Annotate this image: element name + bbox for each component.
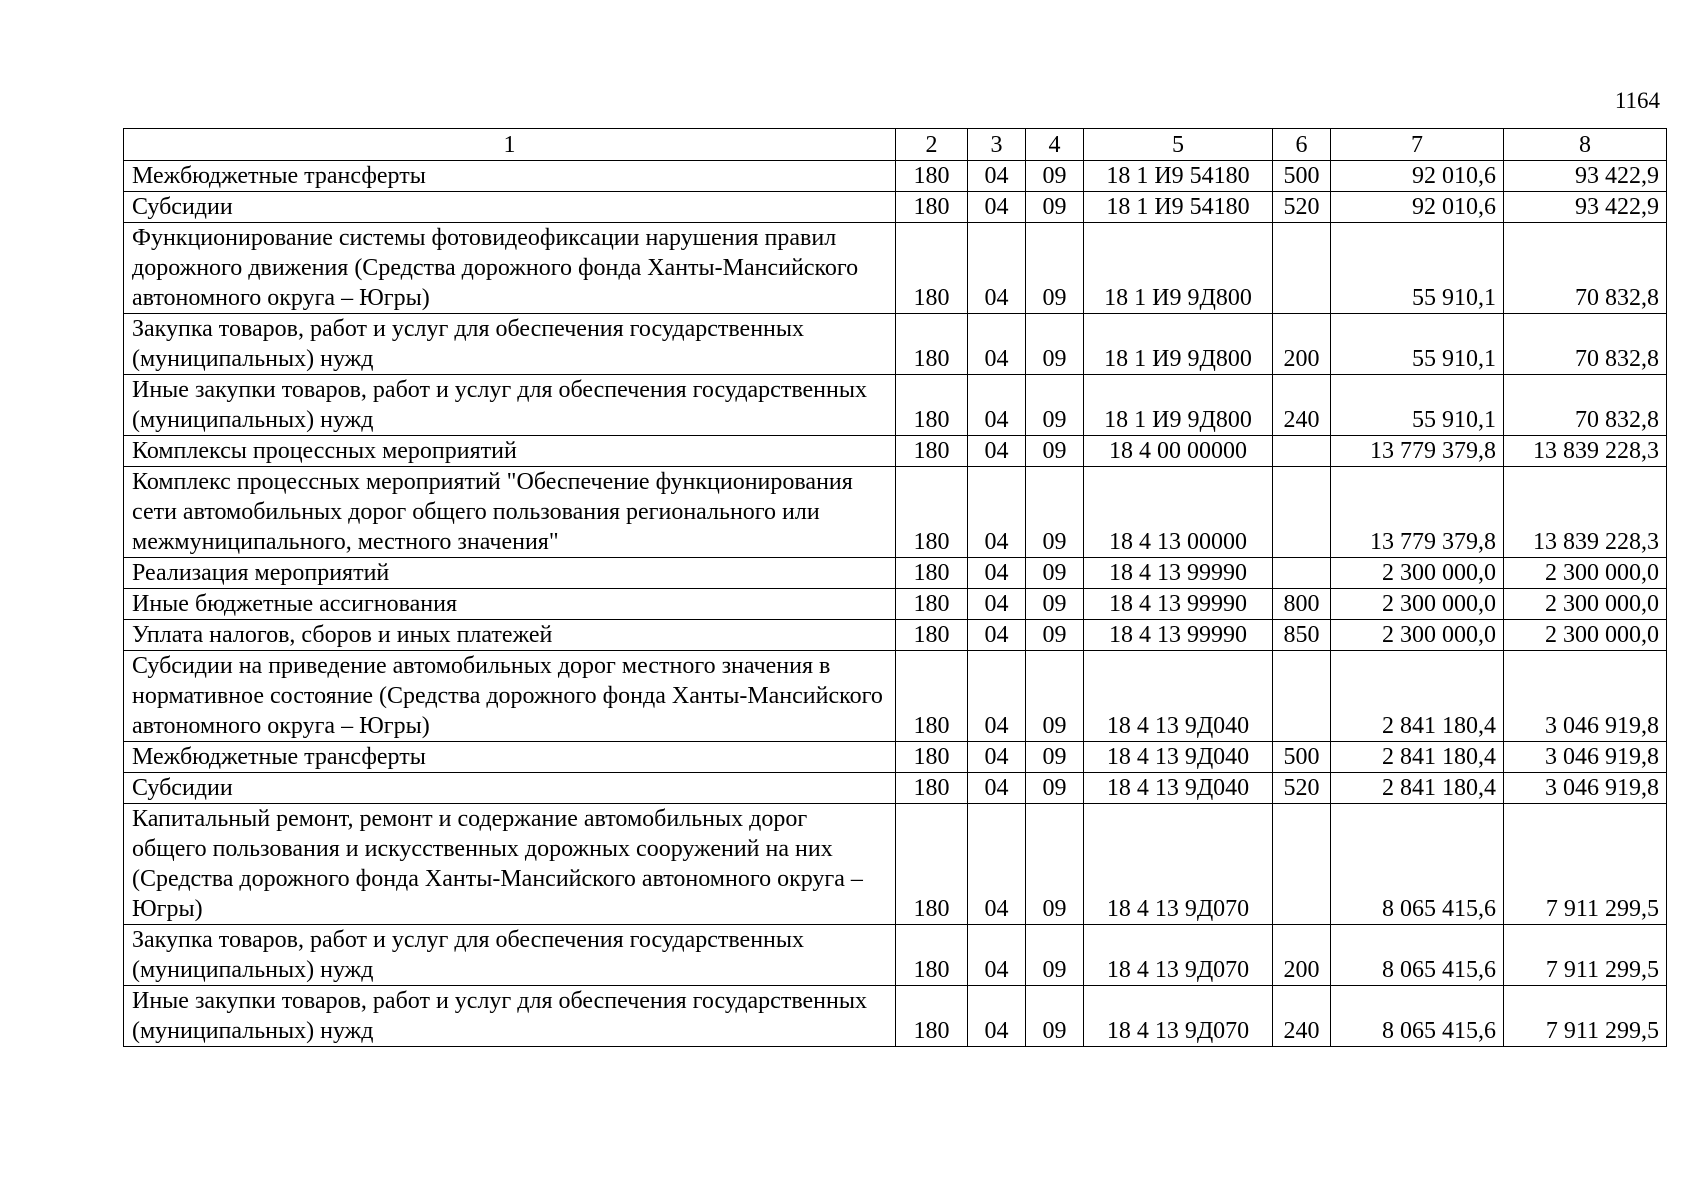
cell-target-article: 18 4 13 00000 <box>1084 467 1273 558</box>
cell-subsection: 09 <box>1026 223 1084 314</box>
cell-amount-year-2: 3 046 919,8 <box>1504 773 1667 804</box>
table-row <box>124 589 1667 620</box>
table-body <box>124 161 1667 1047</box>
row-name: Уплата налогов, сборов и иных платежей <box>124 620 896 651</box>
cell-target-article: 18 4 13 9Д040 <box>1084 651 1273 742</box>
cell-amount-year-2: 3 046 919,8 <box>1504 742 1667 773</box>
header-col-6: 6 <box>1273 129 1331 161</box>
cell-target-article: 18 4 13 99990 <box>1084 620 1273 651</box>
row-name: Иные закупки товаров, работ и услуг для обеспечения государственных (муниципальных) нужд <box>124 986 896 1047</box>
cell-expense-type <box>1273 467 1331 558</box>
cell-target-article: 18 4 13 9Д070 <box>1084 804 1273 925</box>
cell-subsection: 09 <box>1026 651 1084 742</box>
cell-expense-type <box>1273 804 1331 925</box>
cell-expense-type: 200 <box>1273 314 1331 375</box>
cell-target-article: 18 4 13 9Д040 <box>1084 742 1273 773</box>
cell-amount-year-2: 2 300 000,0 <box>1504 620 1667 651</box>
cell-amount-year-1: 8 065 415,6 <box>1331 986 1504 1047</box>
table-row <box>124 620 1667 651</box>
table-row <box>124 467 1667 558</box>
cell-ministry: 180 <box>896 223 968 314</box>
cell-expense-type: 200 <box>1273 925 1331 986</box>
row-name: Субсидии <box>124 192 896 223</box>
row-name: Реализация мероприятий <box>124 558 896 589</box>
row-name: Закупка товаров, работ и услуг для обеспечения государственных (муниципальных) нужд <box>124 925 896 986</box>
cell-expense-type <box>1273 558 1331 589</box>
table-row <box>124 161 1667 192</box>
cell-subsection: 09 <box>1026 589 1084 620</box>
cell-ministry: 180 <box>896 558 968 589</box>
cell-expense-type: 500 <box>1273 742 1331 773</box>
cell-amount-year-1: 55 910,1 <box>1331 375 1504 436</box>
cell-amount-year-2: 7 911 299,5 <box>1504 986 1667 1047</box>
cell-amount-year-2: 70 832,8 <box>1504 375 1667 436</box>
cell-subsection: 09 <box>1026 620 1084 651</box>
cell-section: 04 <box>968 620 1026 651</box>
cell-amount-year-2: 7 911 299,5 <box>1504 925 1667 986</box>
header-col-8: 8 <box>1504 129 1667 161</box>
cell-amount-year-1: 2 300 000,0 <box>1331 558 1504 589</box>
table-row <box>124 558 1667 589</box>
cell-ministry: 180 <box>896 314 968 375</box>
cell-expense-type: 850 <box>1273 620 1331 651</box>
table-row <box>124 436 1667 467</box>
table-row <box>124 314 1667 375</box>
row-name: Комплексы процессных мероприятий <box>124 436 896 467</box>
cell-ministry: 180 <box>896 161 968 192</box>
cell-section: 04 <box>968 223 1026 314</box>
table-row <box>124 773 1667 804</box>
cell-subsection: 09 <box>1026 375 1084 436</box>
cell-section: 04 <box>968 986 1026 1047</box>
cell-section: 04 <box>968 773 1026 804</box>
cell-amount-year-2: 13 839 228,3 <box>1504 436 1667 467</box>
cell-amount-year-1: 2 300 000,0 <box>1331 620 1504 651</box>
cell-subsection: 09 <box>1026 436 1084 467</box>
cell-ministry: 180 <box>896 804 968 925</box>
cell-subsection: 09 <box>1026 986 1084 1047</box>
cell-amount-year-2: 3 046 919,8 <box>1504 651 1667 742</box>
cell-ministry: 180 <box>896 651 968 742</box>
cell-ministry: 180 <box>896 620 968 651</box>
cell-amount-year-2: 13 839 228,3 <box>1504 467 1667 558</box>
cell-expense-type: 240 <box>1273 375 1331 436</box>
table-row <box>124 986 1667 1047</box>
header-col-5: 5 <box>1084 129 1273 161</box>
cell-amount-year-1: 13 779 379,8 <box>1331 436 1504 467</box>
cell-section: 04 <box>968 375 1026 436</box>
cell-amount-year-1: 2 300 000,0 <box>1331 589 1504 620</box>
cell-target-article: 18 4 13 9Д070 <box>1084 925 1273 986</box>
cell-amount-year-2: 70 832,8 <box>1504 314 1667 375</box>
cell-expense-type: 800 <box>1273 589 1331 620</box>
cell-subsection: 09 <box>1026 558 1084 589</box>
row-name: Закупка товаров, работ и услуг для обеспечения государственных (муниципальных) нужд <box>124 314 896 375</box>
cell-target-article: 18 4 13 9Д070 <box>1084 986 1273 1047</box>
header-col-2: 2 <box>896 129 968 161</box>
cell-ministry: 180 <box>896 467 968 558</box>
cell-expense-type: 240 <box>1273 986 1331 1047</box>
cell-ministry: 180 <box>896 742 968 773</box>
row-name: Функционирование системы фотовидеофиксации нарушения правил дорожного движения (Средства дорожного фонда Ханты-Мансийского автономного округа – Югры) <box>124 223 896 314</box>
cell-ministry: 180 <box>896 589 968 620</box>
cell-section: 04 <box>968 742 1026 773</box>
row-name: Межбюджетные трансферты <box>124 161 896 192</box>
table-row <box>124 375 1667 436</box>
cell-section: 04 <box>968 161 1026 192</box>
cell-amount-year-2: 93 422,9 <box>1504 192 1667 223</box>
cell-ministry: 180 <box>896 925 968 986</box>
table-row <box>124 804 1667 925</box>
budget-table <box>123 128 1667 1047</box>
cell-expense-type: 520 <box>1273 773 1331 804</box>
page-number: 1164 <box>1614 88 1660 113</box>
cell-target-article: 18 1 И9 54180 <box>1084 161 1273 192</box>
cell-amount-year-1: 92 010,6 <box>1331 192 1504 223</box>
cell-ministry: 180 <box>896 436 968 467</box>
cell-expense-type: 520 <box>1273 192 1331 223</box>
cell-section: 04 <box>968 589 1026 620</box>
cell-section: 04 <box>968 436 1026 467</box>
table-row <box>124 192 1667 223</box>
cell-section: 04 <box>968 314 1026 375</box>
cell-target-article: 18 4 00 00000 <box>1084 436 1273 467</box>
row-name: Иные закупки товаров, работ и услуг для обеспечения государственных (муниципальных) нужд <box>124 375 896 436</box>
cell-amount-year-2: 70 832,8 <box>1504 223 1667 314</box>
cell-subsection: 09 <box>1026 742 1084 773</box>
cell-amount-year-2: 93 422,9 <box>1504 161 1667 192</box>
table-row <box>124 223 1667 314</box>
cell-target-article: 18 4 13 99990 <box>1084 558 1273 589</box>
row-name: Капитальный ремонт, ремонт и содержание автомобильных дорог общего пользования и искусственных дорожных сооружений на них (Средства дорожного фонда Ханты-Мансийского автономного округа – Югры) <box>124 804 896 925</box>
cell-subsection: 09 <box>1026 804 1084 925</box>
cell-expense-type: 500 <box>1273 161 1331 192</box>
cell-ministry: 180 <box>896 375 968 436</box>
cell-section: 04 <box>968 558 1026 589</box>
cell-amount-year-1: 2 841 180,4 <box>1331 651 1504 742</box>
header-col-7: 7 <box>1331 129 1504 161</box>
row-name: Субсидии на приведение автомобильных дорог местного значения в нормативное состояние (Средства дорожного фонда Ханты-Мансийского автономного округа – Югры) <box>124 651 896 742</box>
cell-section: 04 <box>968 804 1026 925</box>
cell-subsection: 09 <box>1026 192 1084 223</box>
cell-subsection: 09 <box>1026 161 1084 192</box>
header-row <box>124 129 1667 161</box>
cell-subsection: 09 <box>1026 925 1084 986</box>
row-name: Иные бюджетные ассигнования <box>124 589 896 620</box>
cell-amount-year-1: 55 910,1 <box>1331 314 1504 375</box>
header-col-4: 4 <box>1026 129 1084 161</box>
cell-amount-year-1: 2 841 180,4 <box>1331 773 1504 804</box>
table-row <box>124 742 1667 773</box>
table-row <box>124 651 1667 742</box>
cell-target-article: 18 1 И9 9Д800 <box>1084 223 1273 314</box>
cell-target-article: 18 1 И9 9Д800 <box>1084 314 1273 375</box>
cell-amount-year-1: 55 910,1 <box>1331 223 1504 314</box>
cell-subsection: 09 <box>1026 314 1084 375</box>
cell-subsection: 09 <box>1026 773 1084 804</box>
row-name: Межбюджетные трансферты <box>124 742 896 773</box>
cell-target-article: 18 4 13 9Д040 <box>1084 773 1273 804</box>
cell-target-article: 18 1 И9 54180 <box>1084 192 1273 223</box>
cell-amount-year-1: 92 010,6 <box>1331 161 1504 192</box>
cell-ministry: 180 <box>896 986 968 1047</box>
cell-ministry: 180 <box>896 192 968 223</box>
header-col-3: 3 <box>968 129 1026 161</box>
cell-amount-year-2: 7 911 299,5 <box>1504 804 1667 925</box>
cell-target-article: 18 1 И9 9Д800 <box>1084 375 1273 436</box>
cell-expense-type <box>1273 436 1331 467</box>
cell-expense-type <box>1273 651 1331 742</box>
cell-target-article: 18 4 13 99990 <box>1084 589 1273 620</box>
cell-amount-year-2: 2 300 000,0 <box>1504 558 1667 589</box>
cell-amount-year-1: 2 841 180,4 <box>1331 742 1504 773</box>
row-name: Субсидии <box>124 773 896 804</box>
cell-amount-year-1: 8 065 415,6 <box>1331 804 1504 925</box>
cell-expense-type <box>1273 223 1331 314</box>
table-row <box>124 925 1667 986</box>
cell-amount-year-1: 13 779 379,8 <box>1331 467 1504 558</box>
row-name: Комплекс процессных мероприятий "Обеспечение функционирования сети автомобильных дорог общего пользования регионального или межмуниципального, местного значения" <box>124 467 896 558</box>
cell-amount-year-2: 2 300 000,0 <box>1504 589 1667 620</box>
cell-section: 04 <box>968 651 1026 742</box>
cell-subsection: 09 <box>1026 467 1084 558</box>
cell-section: 04 <box>968 467 1026 558</box>
header-col-1: 1 <box>124 129 896 161</box>
cell-section: 04 <box>968 192 1026 223</box>
cell-ministry: 180 <box>896 773 968 804</box>
cell-section: 04 <box>968 925 1026 986</box>
cell-amount-year-1: 8 065 415,6 <box>1331 925 1504 986</box>
